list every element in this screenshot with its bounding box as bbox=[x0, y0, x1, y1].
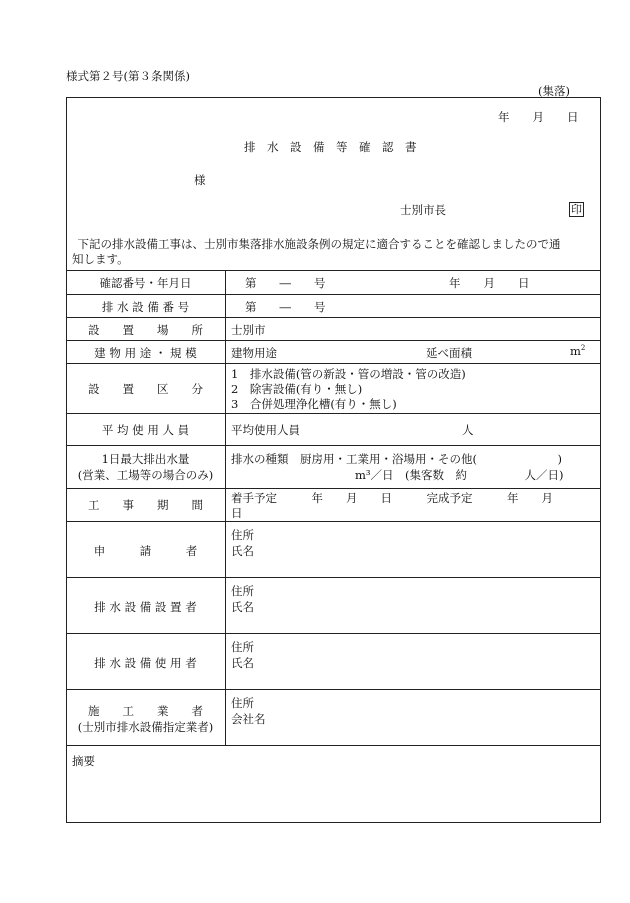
label-building: 建 物 用 途 ・ 規 模 bbox=[94, 346, 197, 360]
user-name-label: 氏名 bbox=[231, 656, 254, 670]
label-equipment-no: 排 水 設 備 番 号 bbox=[101, 300, 190, 314]
row-divider bbox=[66, 317, 601, 318]
value-construction-period-cont: 日 bbox=[231, 506, 243, 520]
value-discharge-volume: m³／日 (集客数 約 人／日) bbox=[355, 468, 564, 482]
installation-option: 1 排水設備(管の新設・管の増設・管の改造) bbox=[231, 367, 466, 381]
label-contractor: 施 工 業 者 bbox=[88, 704, 203, 718]
remarks-label: 摘要 bbox=[72, 754, 95, 768]
value-confirmation-date: 年 月 日 bbox=[449, 276, 530, 290]
label-max-discharge: 1日最大排出水量 bbox=[101, 452, 190, 466]
addressee-suffix: 様 bbox=[194, 173, 206, 187]
column-divider bbox=[225, 270, 226, 745]
seal-mark: 印 bbox=[571, 203, 582, 216]
row-divider bbox=[66, 633, 601, 634]
contractor-company-label: 会社名 bbox=[231, 712, 266, 726]
label-location: 設 置 場 所 bbox=[88, 323, 203, 337]
value-building-usage: 建物用途 bbox=[231, 346, 277, 360]
row-divider bbox=[66, 521, 601, 522]
label-installation: 設 置 区 分 bbox=[88, 382, 203, 396]
installation-option: 2 除害設備(有り・無し) bbox=[231, 382, 363, 396]
users-unit: 人 bbox=[462, 423, 474, 437]
label-contractor-note: (士別市排水設備指定業者) bbox=[77, 720, 214, 734]
label-applicant: 申 請 者 bbox=[93, 544, 198, 558]
row-divider bbox=[66, 745, 601, 746]
row-divider bbox=[66, 689, 601, 690]
value-floor-area: 延べ面積 bbox=[426, 346, 472, 360]
row-divider bbox=[66, 445, 601, 446]
document-title: 排 水 設 備 等 確 認 書 bbox=[244, 140, 417, 154]
applicant-address-label: 住所 bbox=[231, 528, 254, 542]
row-divider bbox=[66, 488, 601, 489]
row-divider bbox=[66, 270, 601, 271]
issue-date: 年 月 日 bbox=[498, 110, 579, 124]
value-construction-period: 着手予定 年 月 日 完成予定 年 月 bbox=[231, 491, 553, 505]
installer-address-label: 住所 bbox=[231, 584, 254, 598]
category-label: (集落) bbox=[538, 84, 570, 98]
label-user: 排 水 設 備 使 用 者 bbox=[94, 656, 197, 670]
installer-name-label: 氏名 bbox=[231, 600, 254, 614]
row-divider bbox=[66, 363, 601, 364]
label-confirmation-no: 確認番号・年月日 bbox=[99, 276, 192, 290]
value-location: 士別市 bbox=[231, 323, 266, 337]
row-divider bbox=[66, 294, 601, 295]
form-id: 様式第２号(第３条関係) bbox=[66, 69, 190, 83]
mayor-label: 士別市長 bbox=[400, 203, 446, 217]
row-divider bbox=[66, 340, 601, 341]
area-unit: $m^2$ bbox=[570, 344, 586, 358]
body-text-line2: 知します。 bbox=[72, 252, 129, 266]
contractor-address-label: 住所 bbox=[231, 696, 254, 710]
label-installer: 排 水 設 備 設 置 者 bbox=[94, 600, 197, 614]
installation-option: 3 合併処理浄化槽(有り・無し) bbox=[231, 397, 397, 411]
applicant-name-label: 氏名 bbox=[231, 544, 254, 558]
row-divider bbox=[66, 577, 601, 578]
user-address-label: 住所 bbox=[231, 640, 254, 654]
label-average-users: 平 均 使 用 人 員 bbox=[101, 423, 190, 437]
value-discharge-type: 排水の種類 厨房用・工業用・浴場用・その他( ) bbox=[231, 452, 562, 466]
value-average-users: 平均使用人員 bbox=[231, 423, 300, 437]
value-equipment-no: 第 ― 号 bbox=[245, 300, 326, 314]
label-max-discharge-note: (営業、工場等の場合のみ) bbox=[77, 468, 214, 482]
value-confirmation-no: 第 ― 号 bbox=[245, 276, 326, 290]
row-divider bbox=[66, 413, 601, 414]
label-construction-period: 工 事 期 間 bbox=[88, 498, 203, 512]
body-text-line1: 下記の排水設備工事は、士別市集落排水施設条例の規定に適合することを確認しましたので通 bbox=[66, 237, 561, 251]
